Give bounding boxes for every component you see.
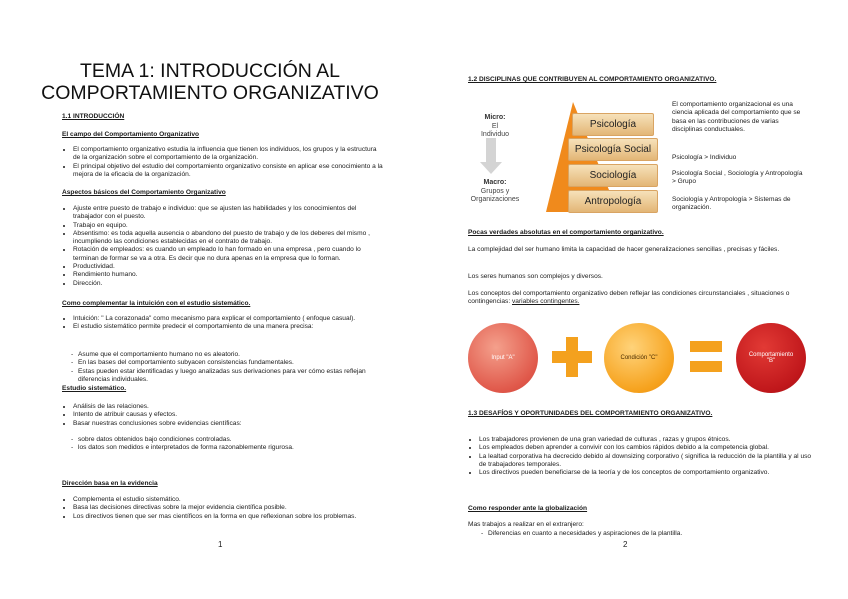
list-item: • Ajuste entre puesto de trabajo e individuo: que se ajusten las habilidades y los conocimientos del trabajador con el puesto.: [73, 205, 383, 222]
result-b-circle: Comportamiento "B": [736, 323, 806, 393]
list-item: • Los directivos tienen que ser mas científicos en la forma en que reflexionan sobre los problemas.: [73, 513, 383, 521]
list-item: • Rotación de empleados: es cuando un empleado lo han formado en una empresa , pero cuando lo terminan de formar se va a otra. Es decir que no dura apenas en la empresa que lo forman.: [73, 246, 383, 263]
variables-contingentes-text: variables contingentes.: [512, 298, 580, 306]
list-item: • Intento de atribuir causas y efectos.: [73, 411, 383, 419]
aspectos-heading: Aspectos básicos del Comportamiento Organizativo: [62, 189, 226, 196]
direccion-list: [62, 496, 383, 521]
globalizacion-heading: Como responder ante la globalización: [468, 505, 588, 512]
tier-psicologia: Psicología: [572, 113, 654, 136]
list-item: • Complementa el estudio sistemático.: [73, 496, 383, 504]
list-item: • Basa las decisiones directivas sobre la mejor evidencia científica posible.: [73, 504, 383, 512]
input-a-circle: Input "A": [468, 323, 538, 393]
aspectos-list: [62, 205, 383, 288]
direccion-heading: Dirección basa en la evidencia: [62, 480, 158, 487]
list-item: • Dirección.: [73, 280, 383, 288]
arrow-down-icon: [480, 138, 502, 174]
formula-diagram: [468, 323, 808, 397]
estudio-dash-list: [62, 436, 388, 453]
tier-sociologia: Sociología: [568, 164, 658, 187]
pocas-paragraph-3: Los conceptos del comportamiento organizativo deben reflejar las condiciones circunstanciales , situaciones o contingencias: variables contingentes.: [468, 290, 790, 306]
tier-psicologia-social: Psicología Social: [568, 138, 658, 161]
side-description: El comportamiento organizacional es una ciencia aplicada del comportamiento que se basa en las contribuciones de varias disciplinas conductuales.: [672, 101, 801, 133]
side-sistemas: Sociología y Antropología > Sistemas de organización.: [672, 196, 791, 212]
page-number: 2: [623, 540, 628, 549]
plus-icon: [552, 337, 592, 377]
estudio-heading: Estudio sistemático.: [62, 385, 127, 392]
equals-icon: [690, 341, 722, 373]
intuicion-dash-list: [62, 351, 388, 384]
list-item: • Trabajo en equipo.: [73, 222, 383, 230]
macro-label: Macro: Grupos y Organizaciones: [470, 179, 520, 203]
disciplines-pyramid: [468, 100, 668, 218]
condition-c-circle: Condición "C": [604, 323, 674, 393]
list-item: • El comportamiento organizativo estudia la influencia que tienen los individuos, los grupos y la estructura de la organización sobre el comportamiento de la organización.: [73, 146, 383, 163]
list-item: • El principal objetivo del estudio del comportamiento organizativo consiste en aplicar ese conocimiento a la mejora de la eficacia de la organización.: [73, 163, 383, 180]
side-psicologia: Psicología > Individuo: [672, 154, 737, 161]
desafios-heading: 1.3 DESAFÍOS Y OPORTUNIDADES DEL COMPORTAMIENTO ORGANIZATIVO.: [468, 410, 713, 417]
list-item: • Intuición: " La corazonada" como mecanismo para explicar el comportamiento ( enfoque casual).: [73, 315, 383, 323]
page-number: 1: [218, 540, 223, 549]
list-item: • Los directivos pueden beneficiarse de la teoría y de los conceptos de comportamiento organizativo.: [479, 469, 819, 477]
list-item: • Productividad.: [73, 263, 383, 271]
intro-heading: 1.1 INTRODUCCIÓN: [62, 113, 125, 120]
estudio-list: [62, 403, 383, 428]
list-item: - Estas pueden estar identificadas y luego analizadas sus derivaciones para ver cómo estas reflejan diferencias individuales.: [78, 368, 388, 385]
document-title: TEMA 1: INTRODUCCIÓN AL COMPORTAMIENTO ORGANIZATIVO: [41, 60, 379, 104]
intuicion-heading: Como complementar la intuición con el estudio sistemático.: [62, 300, 251, 307]
list-item: • Rendimiento humano.: [73, 271, 383, 279]
list-item: • La lealtad corporativa ha decrecido debido al downsizing corporativo ( significa la reducción de la plantilla y al uso de trabajadores temporales.: [479, 453, 819, 470]
campo-list: [62, 146, 383, 179]
side-grupo: Psicología Social , Sociología y Antropología > Grupo: [672, 170, 803, 186]
list-item: • Absentismo: es toda aquella ausencia o abandono del puesto de trabajo y de los deberes del mismo , incumpliendo las condiciones establecidas en el contrato de trabajo.: [73, 230, 383, 247]
micro-label: Micro: El Individuo: [480, 114, 510, 138]
list-item: - Asume que el comportamiento humano no es aleatorio.: [78, 351, 388, 359]
globalizacion-paragraph: Mas trabajos a realizar en el extranjero:: [468, 521, 584, 528]
intuicion-list: [62, 315, 383, 332]
list-item: • Análisis de las relaciones.: [73, 403, 383, 411]
page-2: [424, 0, 848, 599]
list-item: • Los trabajadores provienen de una gran variedad de culturas , razas y grupos étnicos.: [479, 436, 819, 444]
list-item: - Diferencias en cuanto a necesidades y aspiraciones de la plantilla.: [488, 530, 828, 538]
pocas-paragraph-2: Los seres humanos son complejos y diversos.: [468, 273, 603, 280]
list-item: • El estudio sistemático permite predecir el comportamiento de una manera precisa:: [73, 323, 383, 331]
desafios-list: [468, 436, 819, 477]
list-item: - En las bases del comportamiento subyacen consistencias fundamentales.: [78, 359, 388, 367]
list-item: - los datos son medidos e interpretados de forma razonablemente rigurosa.: [78, 444, 388, 452]
list-item: - sobre datos obtenidos bajo condiciones controladas.: [78, 436, 388, 444]
pocas-paragraph-1: La complejidad del ser humano limita la capacidad de hacer generalizaciones sencillas , precisas y fáciles.: [468, 246, 780, 253]
globalizacion-dash-list: [472, 530, 828, 538]
pocas-heading: Pocas verdades absolutas en el comportamiento organizativo.: [468, 229, 664, 236]
disciplinas-heading: 1.2 DISCIPLINAS QUE CONTRIBUYEN AL COMPORTAMIENTO ORGANIZATIVO.: [468, 76, 717, 83]
list-item: • Basar nuestras conclusiones sobre evidencias científicas:: [73, 420, 383, 428]
list-item: • Los empleados deben aprender a convivir con los cambios rápidos debido a la competencia global.: [479, 444, 819, 452]
tier-antropologia: Antropología: [568, 190, 658, 213]
campo-heading: El campo del Comportamiento Organizativo: [62, 131, 200, 138]
